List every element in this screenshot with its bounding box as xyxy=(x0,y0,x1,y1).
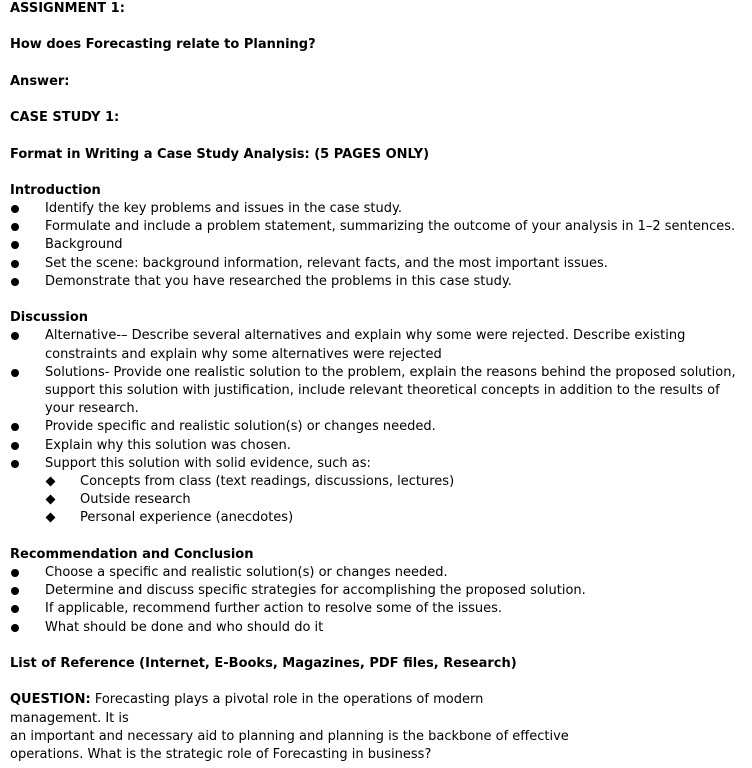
list-item: Determine and discuss specific strategies for accomplishing the proposed solution. xyxy=(10,582,740,600)
bullet-icon xyxy=(11,278,19,286)
sub-list-item: Outside research xyxy=(10,491,740,509)
list-item: Support this solution with solid evidence, such as: xyxy=(10,455,740,473)
list-item: Solutions- Provide one realistic solution to the problem, explain the reasons behind the proposed solution, support this solution with justification, include relevant theoretical concepts in addition to the results of your research. xyxy=(10,364,740,419)
assignment-heading: ASSIGNMENT 1: xyxy=(10,1,125,16)
diamond-bullet-icon xyxy=(46,495,56,505)
introduction-heading: Introduction xyxy=(10,182,101,198)
bullet-icon xyxy=(11,624,19,632)
list-item: Choose a specific and realistic solution(s) or changes needed. xyxy=(10,564,740,582)
sub-list-item: Personal experience (anecdotes) xyxy=(10,509,740,527)
list-item: Background xyxy=(10,236,740,254)
bullet-icon xyxy=(11,442,19,450)
case-study-heading: CASE STUDY 1: xyxy=(10,110,120,126)
list-item: Provide specific and realistic solution(s) or changes needed. xyxy=(10,418,740,436)
bullet-icon xyxy=(11,460,19,468)
bullet-icon xyxy=(11,260,19,268)
diamond-bullet-icon xyxy=(46,513,56,523)
discussion-heading: Discussion xyxy=(10,310,89,326)
question-label: QUESTION: xyxy=(10,692,91,708)
list-item: What should be done and who should do it xyxy=(10,619,740,637)
list-item: Alternative-– Describe several alternatives and explain why some were rejected. Describe existing constraints and explain why some alternatives were rejected xyxy=(10,327,740,363)
recommendation-list xyxy=(10,564,740,637)
sub-list-item: Concepts from class (text readings, discussions, lectures) xyxy=(10,473,740,491)
bullet-icon xyxy=(11,587,19,595)
bullet-icon xyxy=(11,332,19,340)
list-item: If applicable, recommend further action to resolve some of the issues. xyxy=(10,600,740,618)
list-item: Explain why this solution was chosen. xyxy=(10,437,740,455)
recommendation-heading: Recommendation and Conclusion xyxy=(10,546,254,562)
references-heading: List of Reference (Internet, E-Books, Magazines, PDF files, Research) xyxy=(10,656,517,672)
assignment-question: How does Forecasting relate to Planning? xyxy=(10,37,316,53)
question-paragraph: QUESTION: Forecasting plays a pivotal role in the operations of modern management. It is an important and necessary aid to planning and planning is the backbone of effective operations. What is the strategic role of Forecasting in business? xyxy=(10,692,569,763)
list-item: Demonstrate that you have researched the problems in this case study. xyxy=(10,273,740,291)
answer-label: Answer: xyxy=(10,73,70,89)
bullet-icon xyxy=(11,369,19,377)
bullet-icon xyxy=(11,205,19,213)
document xyxy=(10,0,740,764)
list-item: Identify the key problems and issues in the case study. xyxy=(10,200,740,218)
bullet-icon xyxy=(11,605,19,613)
list-item: Formulate and include a problem statement, summarizing the outcome of your analysis in 1–2 sentences. xyxy=(10,218,740,236)
bullet-icon xyxy=(11,423,19,431)
diamond-bullet-icon xyxy=(46,477,56,487)
format-heading: Format in Writing a Case Study Analysis: (5 PAGES ONLY) xyxy=(10,146,430,162)
list-item: Set the scene: background information, relevant facts, and the most important issues. xyxy=(10,255,740,273)
introduction-list xyxy=(10,200,740,291)
bullet-icon xyxy=(11,223,19,231)
bullet-icon xyxy=(11,241,19,249)
bullet-icon xyxy=(11,569,19,577)
discussion-list xyxy=(10,327,740,527)
